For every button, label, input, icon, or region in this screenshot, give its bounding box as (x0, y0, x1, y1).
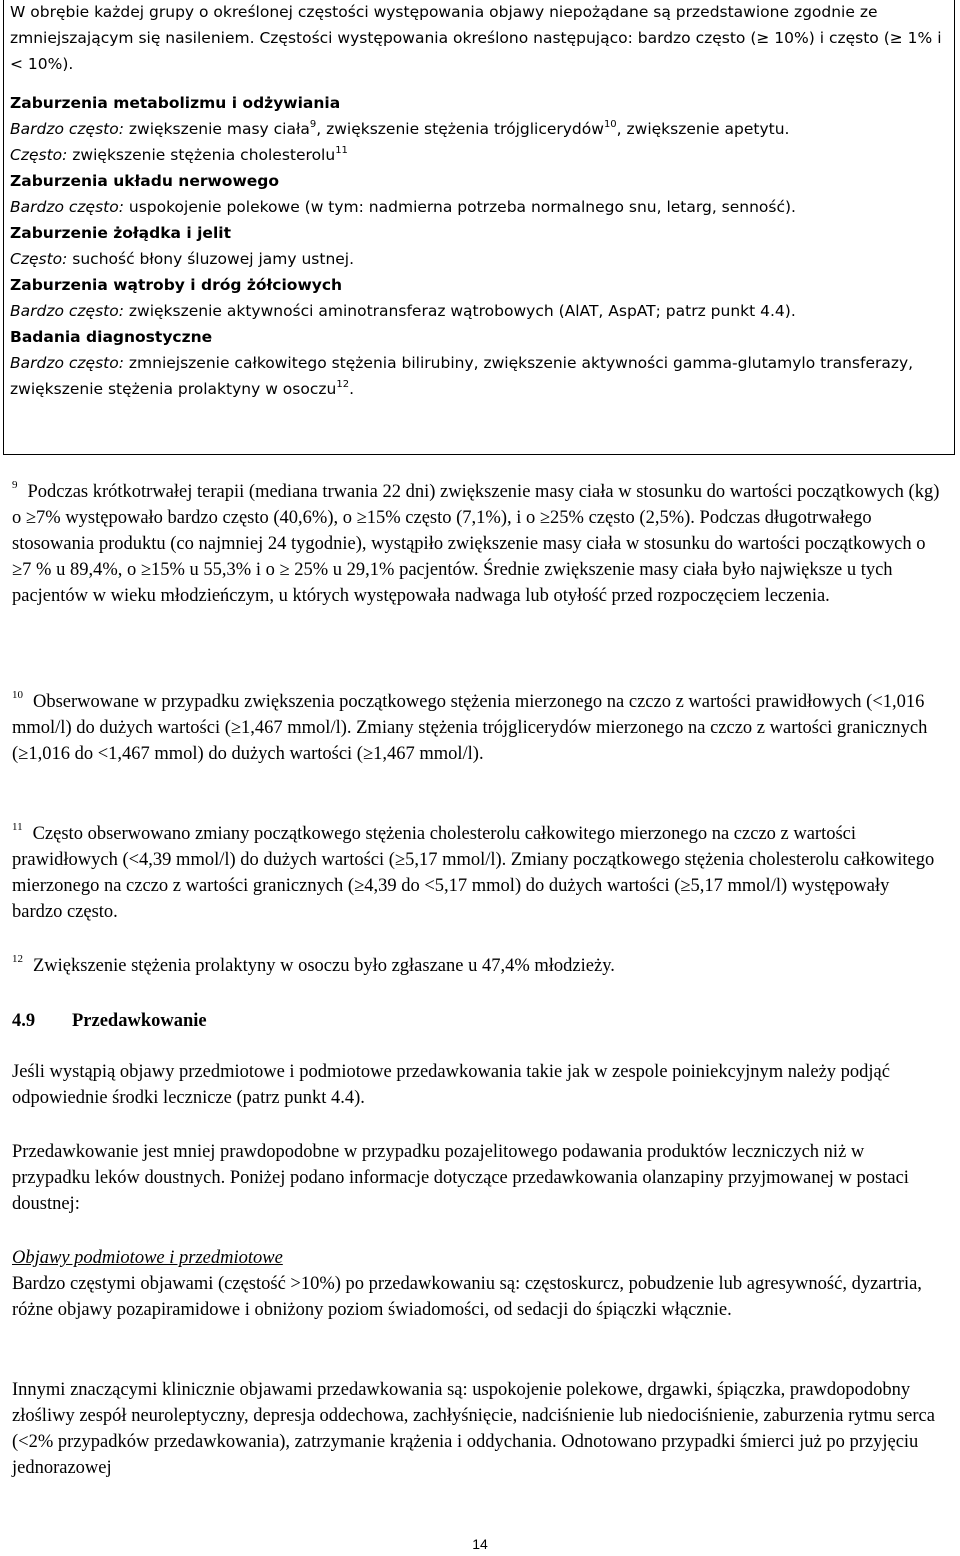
section-heading-gastro: Zaburzenie żołądka i jelit (10, 224, 231, 242)
metabolism-line-2: Często: zwiększenie stężenia cholesterolu$^{11}$ (10, 145, 348, 164)
footnote-marker: 9 (12, 479, 18, 491)
section-heading-metabolism: Zaburzenia metabolizmu i odżywiania (10, 94, 341, 112)
intro-paragraph: W obrębie każdej grupy o określonej częstości występowania objawy niepożądane są przedstawione zgodnie ze zmniejszającym się nasileniem. Częstości występowania określono następująco: bardzo często (≥ 10%) i często (≥ 1% i < 10%). (10, 3, 942, 73)
footnote-11: $^{11}$ Często obserwowano zmiany początkowego stężenia cholesterolu całkowitego mierzonego na czczo z wartości prawidłowych (<4,39 mmol/l) do dużych wartości (≥5,17 mmol/l). Zmiany początkowego stężenia cholesterolu całkowitego mierzonego na czczo z wartości granicznych (≥4,39 do <5,17 mmol) do dużych wartości (≥5,17 mmol/l) występowały bardzo często. (12, 821, 935, 922)
gastro-line: Często: suchość błony śluzowej jamy ustnej. (10, 250, 355, 268)
symptoms-subheading: Objawy podmiotowe i przedmiotowe (12, 1248, 283, 1268)
section-4-9-heading: 4.9 Przedawkowanie (12, 1011, 207, 1031)
footnote-marker: 12 (12, 953, 23, 965)
footnote-9: $^9$ Podczas krótkotrwałej terapii (mediana trwania 22 dni) zwiększenie masy ciała w stosunku do wartości początkowych (kg) o ≥7% występowało bardzo często (40,6%), o ≥15% często (7,1%), i o ≥25% często (2,5%). Podczas długotrwałego stosowania produktu (co najmniej 24 tygodnie), wystąpiło zwiększenie masy ciała w stosunku do wartości początkowych o ≥7 % u 89,4%, o ≥15% u 55,3% i o ≥ 25% u 29,1% pacjentów. Średnie zwiększenie masy ciała było największe u tych pacjentów w wieku młodzieńczym, u których występowała nadwaga lub otyłość przed rozpoczęciem leczenia. (12, 479, 940, 606)
section-heading-liver: Zaburzenia wątroby i dróg żółciowych (10, 276, 343, 294)
footnote-marker: 11 (12, 821, 23, 833)
overdose-paragraph-4: Innymi znaczącymi klinicznie objawami przedawkowania są: uspokojenie polekowe, drgawki, śpiączka, prawdopodobny złośliwy zespół neuroleptyczny, depresja oddechowa, zachłyśnięcie, nadciśnienie lub niedociśnienie, zaburzenia rytmu serca (<2% przypadków przedawkowania), zatrzymanie krążenia i oddychania. Odnotowano przypadki śmierci już po przyjęciu jednorazowej (12, 1380, 935, 1478)
liver-line: Bardzo często: zwiększenie aktywności aminotransferaz wątrobowych (AlAT, AspAT; patrz punkt 4.4). (10, 302, 796, 320)
nervous-line: Bardzo często: uspokojenie polekowe (w tym: nadmierna potrzeba normalnego snu, letarg, senność). (10, 198, 796, 216)
footnote-marker: 10 (12, 689, 23, 701)
section-heading-nervous: Zaburzenia układu nerwowego (10, 172, 280, 190)
overdose-paragraph-2: Przedawkowanie jest mniej prawdopodobne w przypadku pozajelitowego podawania produktów leczniczych niż w przypadku leków doustnych. Poniżej podano informacje dotyczące przedawkowania olanzapiny przyjmowanej w postaci doustnej: (12, 1142, 909, 1214)
page-number: 14 (472, 1536, 488, 1552)
overdose-paragraph-1: Jeśli wystąpią objawy przedmiotowe i podmiotowe przedawkowania takie jak w zespole poiniekcyjnym należy podjąć odpowiednie środki lecznicze (patrz punkt 4.4). (12, 1062, 890, 1108)
diagnostics-line: Bardzo często: zmniejszenie całkowitego stężenia bilirubiny, zwiększenie aktywności gamma-glutamylo transferazy, zwiększenie stężenia prolaktyny w osoczu$^{12}$. (10, 354, 914, 398)
adverse-reactions-table-box (3, 0, 955, 455)
metabolism-line-1: Bardzo często: zwiększenie masy ciała$^9$, zwiększenie stężenia trójglicerydów$^{10}$, zwiększenie apetytu. (10, 119, 790, 138)
footnote-10: $^{10}$ Obserwowane w przypadku zwiększenia początkowego stężenia mierzonego na czczo z wartości prawidłowych (<1,016 mmol/l) do dużych wartości (≥1,467 mmol/l). Zmiany stężenia trójglicerydów mierzonego na czczo z wartości granicznych (≥1,016 do <1,467 mmol) do dużych wartości (≥1,467 mmol/l). (12, 689, 928, 764)
overdose-paragraph-3: Bardzo częstymi objawami (częstość >10%) po przedawkowaniu są: częstoskurcz, pobudzenie lub agresywność, dyzartria, różne objawy pozapiramidowe i obniżony poziom świadomości, od sedacji do śpiączki włącznie. (12, 1274, 922, 1320)
footnote-12: $^{12}$ Zwiększenie stężenia prolaktyny w osoczu było zgłaszane u 47,4% młodzieży. (12, 953, 615, 976)
section-heading-diagnostics: Badania diagnostyczne (10, 328, 213, 346)
